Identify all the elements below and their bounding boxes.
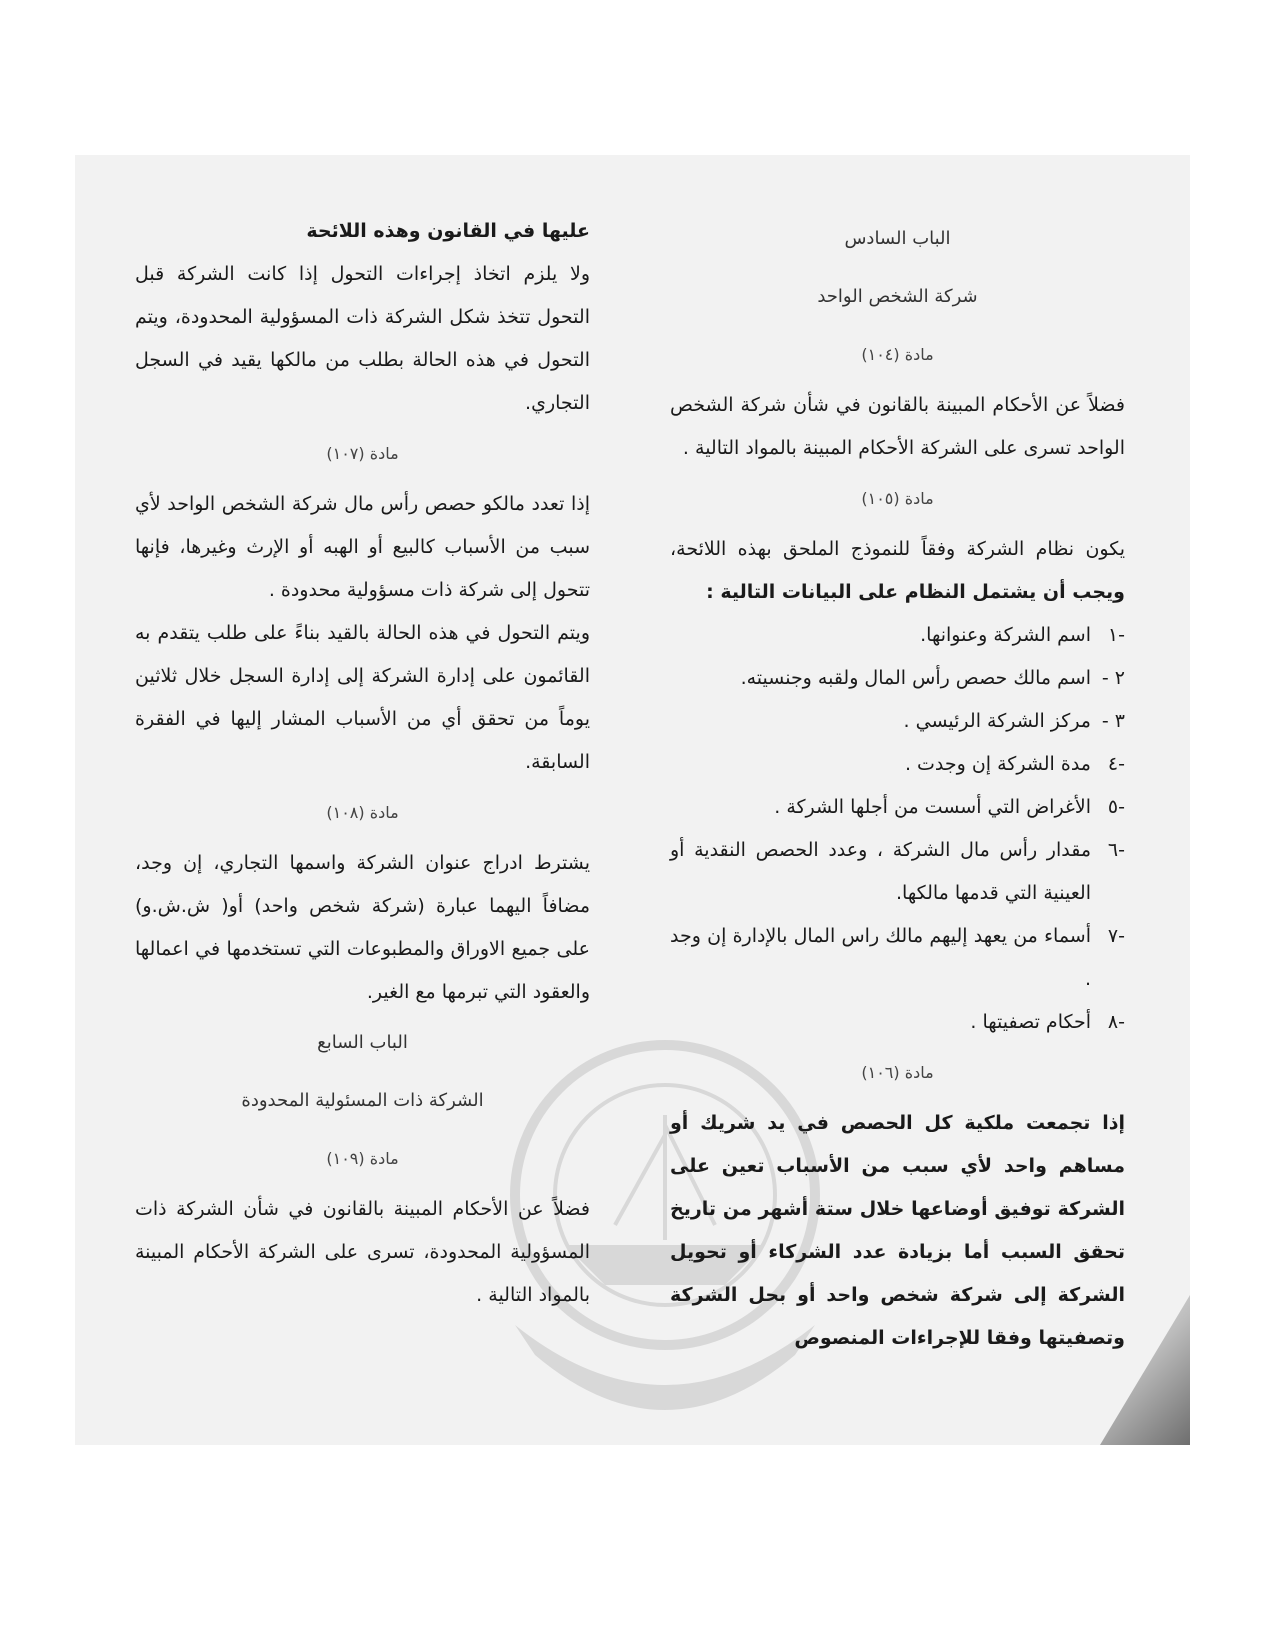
article-105-list <box>670 614 1125 1044</box>
list-item-text: الأغراض التي أسست من أجلها الشركة . <box>774 796 1091 818</box>
article-105-title: مادة (١٠٥) <box>861 489 934 508</box>
article-107-text-a: إذا تعدد مالكو حصص رأس مال شركة الشخص الواحد لأي سبب من الأسباب كالبيع أو الهبه أو الإرث وغيرها، فإنها تتحول إلى شركة ذات مسؤولية محدودة . <box>135 493 590 601</box>
list-item-number: -٦ <box>1107 839 1125 861</box>
continuation-paragraph: ولا يلزم اتخاذ إجراءات التحول إذا كانت الشركة قبل التحول تتخذ شكل الشركة ذات المسؤولية المحدودة، ويتم التحول في هذه الحالة بطلب من مالكها يقيد في السجل التجاري. <box>135 263 590 414</box>
list-item-text: مركز الشركة الرئيسي . <box>903 710 1091 732</box>
list-item-number: ٢ - <box>1101 667 1125 689</box>
article-109-text: فضلاً عن الأحكام المبينة بالقانون في شأن الشركة ذات المسؤولية المحدودة، تسرى على الشركة الأحكام المبينة بالمواد التالية . <box>135 1198 590 1306</box>
article-104-title: مادة (١٠٤) <box>861 345 934 364</box>
list-item <box>670 657 1125 700</box>
list-item <box>670 743 1125 786</box>
chapter-six-title: الباب السادس <box>844 228 951 249</box>
list-item-text: مدة الشركة إن وجدت . <box>904 753 1091 775</box>
list-item-text: اسم الشركة وعنوانها. <box>920 624 1091 646</box>
list-item-number: -١ <box>1107 624 1125 646</box>
article-104-text: فضلاً عن الأحكام المبينة بالقانون في شأن شركة الشخص الواحد تسرى على الشركة الأحكام المبينة بالمواد التالية . <box>670 394 1125 459</box>
article-106-text: إذا تجمعت ملكية كل الحصص في يد شريك أو مساهم واحد لأي سبب من الأسباب تعين على الشركة توفيق أوضاعها خلال ستة أشهر من تاريخ تحقق السبب أما بزيادة عدد الشركاء أو تحويل الشركة إلى شركة شخص واحد أو بحل الشركة وتصفيتها وفقا للإجراءات المنصوص <box>670 1112 1125 1349</box>
list-item-number: -٥ <box>1107 796 1125 818</box>
list-item <box>670 1001 1125 1044</box>
list-item-number: -٨ <box>1107 1011 1125 1033</box>
chapter-six-subtitle: شركة الشخص الواحد <box>817 286 978 307</box>
article-107-text-b: ويتم التحول في هذه الحالة بالقيد بناءً على طلب يتقدم به القائمون على إدارة الشركة إلى إدارة السجل خلال ثلاثين يوماً من تحقق أي من الأسباب المشار إليها في الفقرة السابقة. <box>135 622 590 773</box>
article-109-title: مادة (١٠٩) <box>326 1149 399 1168</box>
list-item-text: مقدار رأس مال الشركة ، وعدد الحصص النقدية أو العينية التي قدمها مالكها. <box>670 839 1091 904</box>
list-item-text: أحكام تصفيتها . <box>970 1011 1091 1033</box>
article-105-text-b: ويجب أن يشتمل النظام على البيانات التالية : <box>706 581 1125 603</box>
article-108-text: يشترط ادراج عنوان الشركة واسمها التجاري، إن وجد، مضافاً اليهما عبارة (شركة شخص واحد) أو( ش.ش.و) على جميع الاوراق والمطبوعات التي تستخدمها في اعمالها والعقود التي تبرمها مع الغير. <box>135 852 590 1003</box>
continuation-line: عليها في القانون وهذه اللائحة <box>306 220 590 242</box>
list-item <box>670 700 1125 743</box>
article-107-title: مادة (١٠٧) <box>326 444 399 463</box>
right-column <box>670 210 1125 1360</box>
article-105-text <box>670 528 1125 614</box>
list-item-text: اسم مالك حصص رأس المال ولقبه وجنسيته. <box>740 667 1091 689</box>
list-item <box>670 786 1125 829</box>
article-106-title: مادة (١٠٦) <box>861 1063 934 1082</box>
chapter-seven-subtitle: الشركة ذات المسئولية المحدودة <box>241 1090 484 1111</box>
list-item-number: ٣ - <box>1101 710 1125 732</box>
left-column <box>135 210 590 1317</box>
list-item-number: -٧ <box>1107 925 1125 947</box>
chapter-seven-title: الباب السابع <box>317 1032 408 1053</box>
article-105-text-a: يكون نظام الشركة وفقاً للنموذج الملحق بهذه اللائحة، <box>670 538 1125 560</box>
list-item <box>670 829 1125 915</box>
list-item <box>670 614 1125 657</box>
list-item-text: أسماء من يعهد إليهم مالك راس المال بالإدارة إن وجد . <box>670 925 1091 990</box>
list-item-number: -٤ <box>1107 753 1125 775</box>
article-108-title: مادة (١٠٨) <box>326 803 399 822</box>
list-item <box>670 915 1125 1001</box>
